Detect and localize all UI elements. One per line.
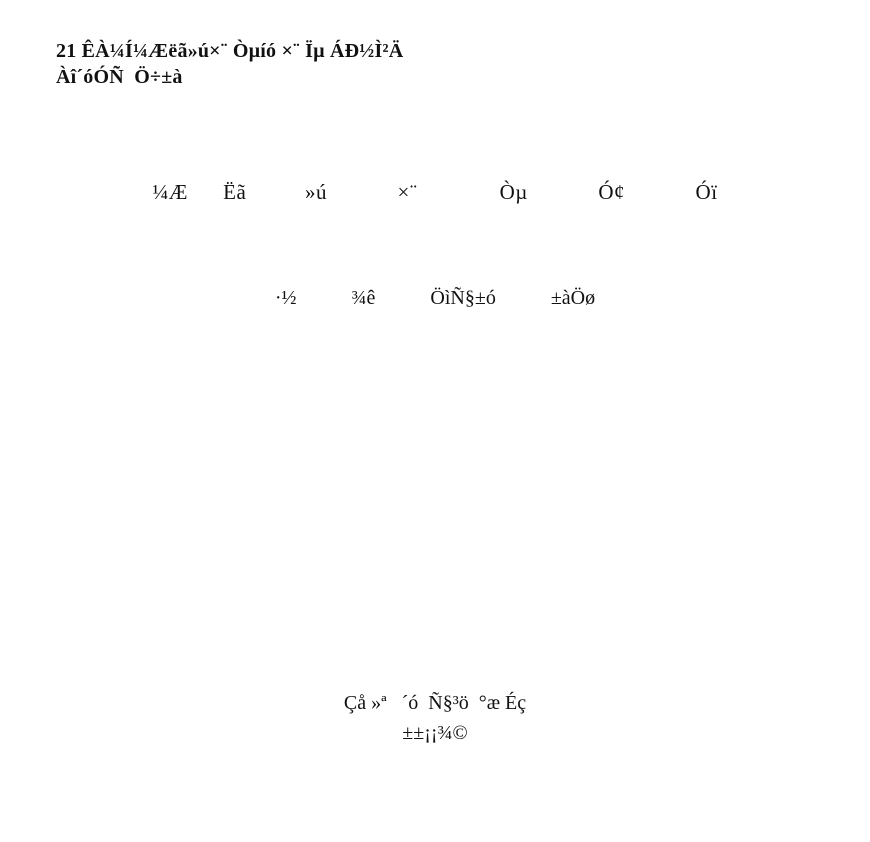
series-title: 21 ÊÀ¼Í¼Æëã»ú×¨ Òµíó ×¨ Ïµ ÁÐ½Ì²Ä	[56, 40, 404, 62]
publisher-name: Çå »ª ´ó Ñ§³ö °æ Éç	[343, 692, 527, 714]
series-header	[56, 38, 756, 90]
book-authors: ·½ ¾ê ÖìÑ§±ó ±àÖø	[274, 287, 596, 309]
publisher-block	[0, 688, 870, 748]
publisher-city: ±±¡¡¾©	[402, 722, 468, 744]
series-editor: Àî´óÓÑ Ö÷±à	[56, 66, 183, 88]
book-title: ¼Æ Ëã »ú ×¨ Òµ Ó¢ Óï	[152, 180, 718, 204]
